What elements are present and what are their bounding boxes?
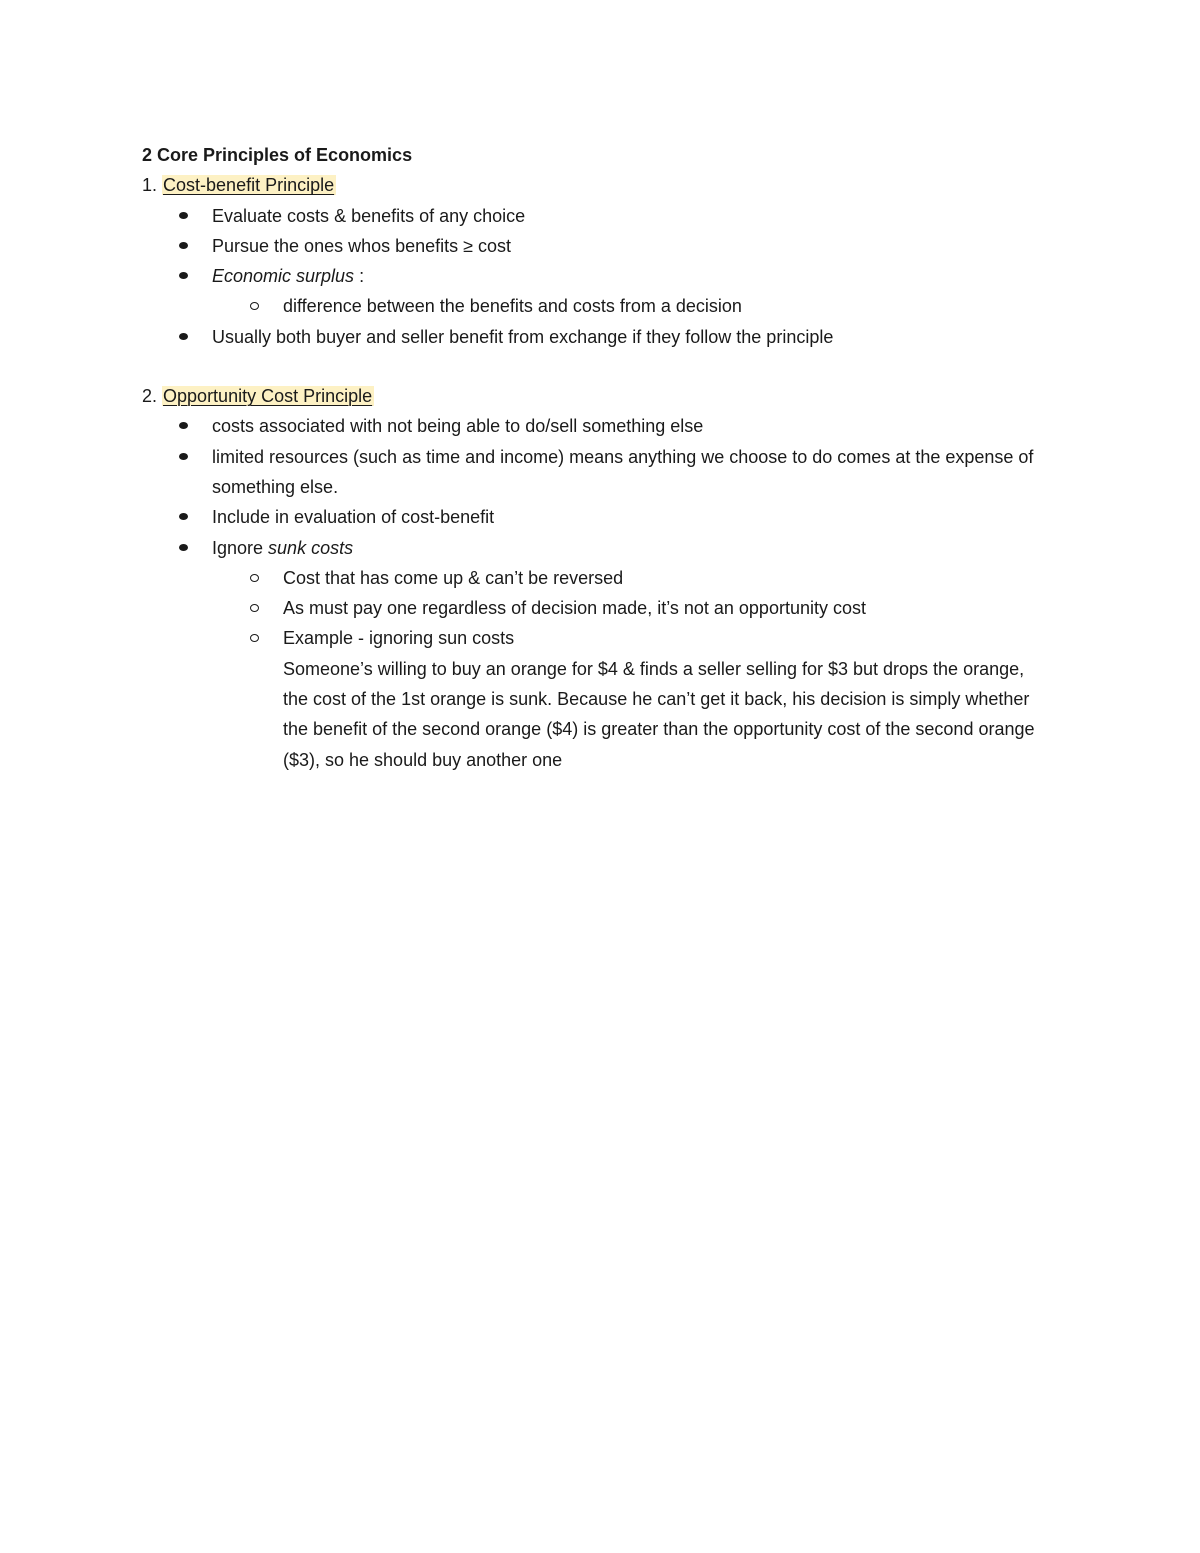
sublist-item: [142, 291, 1042, 321]
filled-bullet-icon: [178, 533, 190, 563]
hollow-bullet-icon: [250, 563, 262, 593]
section-1-heading: [142, 170, 1042, 200]
section-1-number: 1.: [142, 175, 158, 196]
filled-bullet-icon: [178, 322, 190, 352]
filled-bullet-icon: [178, 201, 190, 231]
section-1-title: Cost-benefit Principle: [163, 175, 335, 196]
sublist: [142, 563, 1042, 775]
document-title: 2 Core Principles of Economics: [142, 145, 413, 165]
example-paragraph: Someone’s willing to buy an orange for $4 & finds a seller selling for $3 but drops the orange, the cost of the 1st orange is sunk. Because he can’t get it back, his decision is simply whether the benefit of the second orange ($4) is greater than the opportunity cost of the second orange ($3), so he should buy another one: [283, 658, 1035, 770]
list-item: [142, 322, 1042, 352]
list-item: [142, 231, 1042, 261]
list-item: [142, 411, 1042, 441]
filled-bullet-icon: [178, 261, 190, 291]
hollow-bullet-icon: [250, 291, 262, 321]
section-1-list: [142, 201, 1042, 352]
section-2-title: Opportunity Cost Principle: [163, 386, 373, 407]
sublist-item-text: Example - ignoring sun costs: [283, 628, 515, 649]
sublist-item: [142, 623, 1042, 774]
list-item: [142, 502, 1042, 532]
sublist-item-text: Cost that has come up & can’t be reversed: [283, 567, 624, 588]
term-sunk-costs: sunk costs: [268, 537, 354, 558]
hollow-bullet-icon: [250, 593, 262, 623]
list-item: [142, 533, 1042, 775]
filled-bullet-icon: [178, 442, 190, 472]
list-item-text: Include in evaluation of cost-benefit: [212, 507, 495, 528]
filled-bullet-icon: [178, 502, 190, 532]
list-item: [142, 201, 1042, 231]
document-page: [142, 140, 1042, 775]
hollow-bullet-icon: [250, 623, 262, 653]
sublist-item-text: difference between the benefits and costs from a decision: [283, 296, 742, 317]
list-item-text: costs associated with not being able to do/sell something else: [212, 416, 704, 437]
section-2-heading: [142, 381, 1042, 411]
list-item-text: Ignore: [212, 537, 269, 558]
sublist-item: [142, 563, 1042, 593]
sublist-item-text: As must pay one regardless of decision made, it’s not an opportunity cost: [283, 598, 866, 619]
list-item: [142, 261, 1042, 322]
sublist-item: [142, 593, 1042, 623]
filled-bullet-icon: [178, 231, 190, 261]
list-item-text: :: [354, 266, 365, 287]
filled-bullet-icon: [178, 411, 190, 441]
sublist: [142, 291, 1042, 321]
list-item-text: Pursue the ones whos benefits ≥ cost: [212, 235, 512, 256]
section-2-number: 2.: [142, 386, 158, 407]
section-2-list: [142, 411, 1042, 775]
list-item-text: Usually both buyer and seller benefit from exchange if they follow the principle: [212, 326, 834, 347]
list-item: [142, 442, 1042, 503]
term-economic-surplus: Economic surplus: [212, 266, 355, 287]
list-item-text: limited resources (such as time and income) means anything we choose to do comes at the expense of something else.: [212, 446, 1034, 497]
section-spacer: [142, 352, 1042, 381]
list-item-text: Evaluate costs & benefits of any choice: [212, 205, 526, 226]
